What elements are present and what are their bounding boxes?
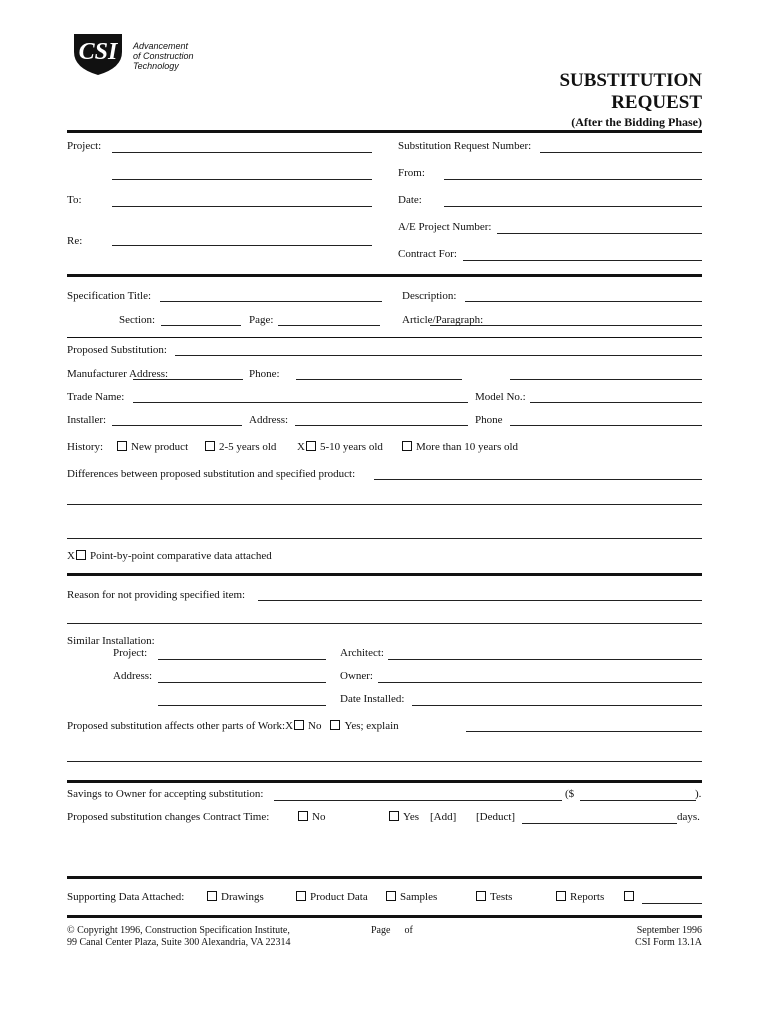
history-more-than-10[interactable]: More than 10 years old [402,441,518,453]
ae-project-number-label: A/E Project Number: [398,221,492,233]
article-label: Article/Paragraph: [402,314,484,326]
manufacturer-address-field[interactable] [133,379,243,380]
supporting-tests[interactable]: Tests [476,891,512,903]
supporting-label: Supporting Data Attached: [67,891,185,903]
history-5-10-years[interactable]: X 5-10 years old [297,441,383,453]
days-field[interactable] [522,823,677,824]
footer-address: 99 Canal Center Plaza, Suite 300 Alexandria, VA 22314 [67,937,291,948]
divider [67,780,702,783]
description-label: Description: [402,290,457,302]
dollar-close: ). [695,788,702,800]
footer-date: September 1996 [636,925,702,936]
csi-logo-icon [70,30,126,76]
similar-project-label: Project: [113,647,148,659]
savings-amount-field[interactable] [580,800,696,801]
checkbox[interactable] [306,441,316,451]
checkbox[interactable] [476,891,486,901]
history-2-5-years[interactable]: 2-5 years old [205,441,276,453]
description-field[interactable] [465,301,702,302]
divider [67,130,702,133]
footer-page: Page of [371,925,413,936]
add-label: [Add] [430,811,457,823]
phone2-field[interactable] [510,425,702,426]
org-line3: Technology [133,61,179,71]
architect-label: Architect: [340,647,384,659]
divider [67,337,702,338]
checkbox[interactable] [296,891,306,901]
contract-for-field[interactable] [463,260,702,261]
days-label: days. [677,811,700,823]
divider [67,915,702,918]
spec-title-label: Specification Title: [67,290,152,302]
page-label: Page: [249,314,274,326]
project-field-2[interactable] [112,179,372,180]
date-installed-label: Date Installed: [340,693,405,705]
differences-field-2[interactable] [67,504,702,505]
date-label: Date: [398,194,422,206]
changes-time-label: Proposed substitution changes Contract Time: [67,811,270,823]
similar-installation-label: Similar Installation: [67,635,155,647]
phone2-label: Phone [475,414,503,426]
explain-field-2[interactable] [67,761,702,762]
date-field[interactable] [444,206,702,207]
footer-left [67,925,291,949]
address-label: Address: [249,414,289,426]
checkbox-yes[interactable] [330,720,340,730]
model-no-field[interactable] [530,402,702,403]
copyright: © Copyright 1996, Construction Specification Institute, [67,925,290,936]
supporting-other[interactable] [624,891,638,903]
phone-field-2[interactable] [510,379,702,380]
differences-field-3[interactable] [67,538,702,539]
trade-name-field[interactable] [133,402,468,403]
ae-project-number-field[interactable] [497,233,702,234]
owner-label: Owner: [340,670,373,682]
checkbox[interactable] [389,811,399,821]
footer-right [635,925,702,949]
phone-label: Phone: [249,368,280,380]
footer-form: CSI Form 13.1A [635,937,702,948]
proposed-substitution-field[interactable] [175,355,702,356]
manufacturer-address-label: Manufacturer Address: [67,368,169,380]
org-line1: Advancement [133,41,189,51]
reason-field[interactable] [258,600,702,601]
savings-label: Savings to Owner for accepting substitution: [67,788,264,800]
csi-logo [70,30,126,76]
checkbox[interactable] [402,441,412,451]
org-line2: of Construction [133,51,194,61]
title-line2: REQUEST [611,92,702,113]
affects-work: Proposed substitution affects other parts of Work:X No Yes; explain [67,720,399,732]
checkbox[interactable] [624,891,634,901]
architect-field[interactable] [388,659,702,660]
title-line1: SUBSTITUTION [559,70,702,91]
checkbox[interactable] [205,441,215,451]
phone-field[interactable] [296,379,462,380]
history-new-product[interactable]: New product [117,441,188,453]
page-field[interactable] [278,325,380,326]
differences-label: Differences between proposed substitution and specified product: [67,468,356,480]
form-title [559,70,702,114]
supporting-other-field[interactable] [642,903,702,904]
section-label: Section: [119,314,156,326]
supporting-drawings[interactable]: Drawings [207,891,264,903]
from-field[interactable] [444,179,702,180]
project-field[interactable] [112,152,372,153]
proposed-substitution-label: Proposed Substitution: [67,344,167,356]
changes-time-yes[interactable]: Yes [389,811,419,823]
date-installed-field[interactable] [412,705,702,706]
section-field[interactable] [161,325,241,326]
contract-for-label: Contract For: [398,248,457,260]
model-no-label: Model No.: [475,391,526,403]
sub-request-number-label: Substitution Request Number: [398,140,532,152]
from-label: From: [398,167,425,179]
differences-field[interactable] [374,479,702,480]
divider [67,274,702,277]
to-label: To: [67,194,82,206]
org-name [133,41,194,71]
re-field[interactable] [112,245,372,246]
comparative-data[interactable]: X Point-by-point comparative data attached [67,550,272,562]
supporting-product-data[interactable]: Product Data [296,891,368,903]
article-field[interactable] [430,325,702,326]
checkbox[interactable] [117,441,127,451]
svg-text:CSI: CSI [78,39,118,65]
checkbox[interactable] [207,891,217,901]
supporting-samples[interactable]: Samples [386,891,437,903]
supporting-reports[interactable]: Reports [556,891,604,903]
history-label: History: [67,441,104,453]
reason-label: Reason for not providing specified item: [67,589,246,601]
to-field[interactable] [112,206,372,207]
changes-time-no[interactable]: No [298,811,325,823]
checkbox[interactable] [386,891,396,901]
spec-title-field[interactable] [160,301,382,302]
divider [67,876,702,879]
checkbox[interactable] [76,550,86,560]
checkbox[interactable] [556,891,566,901]
trade-name-label: Trade Name: [67,391,125,403]
deduct-label: [Deduct] [476,811,516,823]
divider [67,573,702,576]
savings-field[interactable] [274,800,562,801]
similar-address-field-2[interactable] [158,705,326,706]
similar-project-field[interactable] [158,659,326,660]
similar-address-field[interactable] [158,682,326,683]
project-label: Project: [67,140,102,152]
dollar-open: ($ [565,788,575,800]
owner-field[interactable] [378,682,702,683]
installer-label: Installer: [67,414,107,426]
similar-address-label: Address: [113,670,153,682]
sub-request-number-field[interactable] [540,152,702,153]
checkbox-no[interactable] [294,720,304,730]
reason-field-2[interactable] [67,623,702,624]
form-subtitle: (After the Bidding Phase) [571,115,702,129]
installer-field[interactable] [112,425,242,426]
re-label: Re: [67,235,83,247]
address-field[interactable] [295,425,468,426]
checkbox[interactable] [298,811,308,821]
explain-field[interactable] [466,731,702,732]
